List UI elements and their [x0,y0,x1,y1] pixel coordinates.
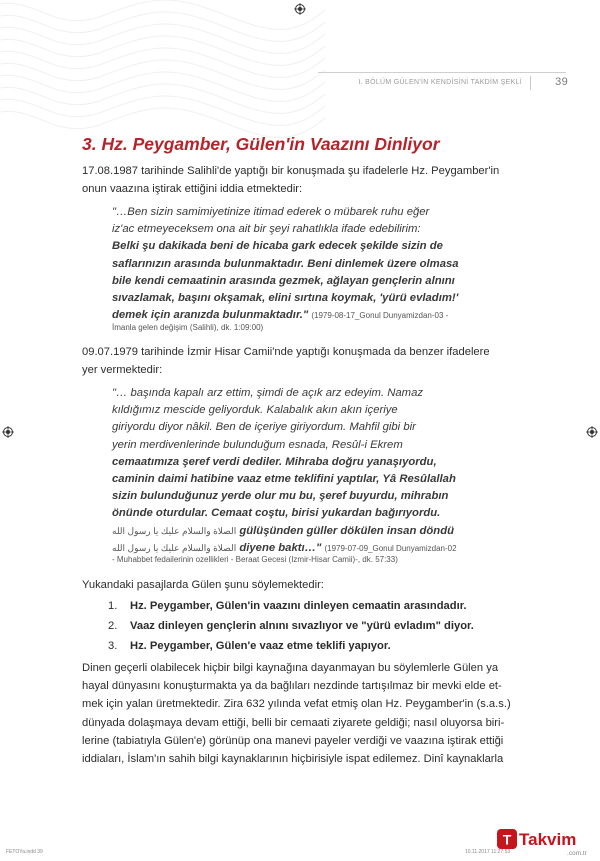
list-number: 2. [108,620,118,632]
text-line: 17.08.1987 tarihinde Salihli'de yaptığı bir konuşmada şu ifadelerle Hz. Peygamber'in [82,165,500,177]
header-rule [318,72,566,73]
list-text: Hz. Peygamber, Gülen'in vaazını dinleyen cemaatin arasındadır. [130,600,467,612]
list-number: 1. [108,600,118,612]
quote-2 [112,385,512,557]
registration-mark-top [294,3,306,15]
quote-line: "…Ben sizin samimiyetinize itimad ederek o mübarek ruhu eğer [112,206,430,218]
registration-mark-left [2,426,14,438]
section-title: 3. Hz. Peygamber, Gülen'in Vaazını Dinliyor [82,134,440,154]
running-header [340,76,570,92]
quote-line-bold: bile kendi cemaatinin arasında gezmek, ağlayan gençlerin alnını [112,274,455,287]
text-line: lerine (tabiatıyla Gülen'e) görünüp ona manevi payeler verdiği ve vaazına iştirak ettiği [82,734,504,747]
arabic-salutation: الصلاة والسلام عليك يا رسول الله [112,542,237,553]
list-item [108,620,474,632]
text-line: hayal dünyasını konuşturmakta ya da bağlıları nezdinde tartışılmaz bir mevki elde et- [82,680,502,693]
text-line: Dinen geçerli olabilecek hiçbir bilgi kaynağına dayanmayan bu söylemlerle Gülen ya [82,662,499,674]
quote-line: iz'ac etmeyeceksem ona ait bir şeyi rahatlıkla ifade edebilirim: [112,223,421,236]
list-item [108,640,391,652]
intro-paragraph-1 [82,163,522,198]
list-text: Vaaz dinleyen gençlerin alnını sıvazlıyor ve "yürü evladım" diyor. [130,620,474,632]
chapter-title: I. BÖLÜM GÜLEN'İN KENDİSİNİ TAKDİM ŞEKLİ [358,79,522,86]
decorative-pattern [0,0,325,140]
quote-source: (1979-08-17_Gonul Dunyamizdan-03 - [311,311,449,321]
intro-paragraph-2 [82,344,522,379]
arabic-salutation: الصلاة والسلام عليك يا رسول الله [112,525,237,536]
page-number: 39 [555,76,568,88]
footer-timestamp: 10.11.2017 11:27:53 [465,849,511,855]
text-line: yer vermektedir: [82,363,163,376]
quote-source-continued: İmanla gelen değişim (Salihli), dk. 1:09:00) [112,323,264,332]
svg-text:T: T [502,831,512,848]
list-text: Hz. Peygamber, Gülen'e vaaz etme teklifi yapıyor. [130,640,391,652]
quote-line: "… başında kapalı arz ettim, şimdi de açık arz edeyim. Namaz [112,387,424,399]
footer-file-slug: FETOYa.indd 39 [6,849,43,855]
summary-intro: Yukandaki pasajlarda Gülen şunu söylemektedir: [82,579,324,591]
conclusion-paragraph [82,659,522,768]
quote-source: (1979-07-09_Gonul Dunyamizdan-02 [324,543,457,553]
quote-line-bold: önünde oturdular. Cemaat coştu, birisi yukardan bağırıyordu. [112,507,441,520]
quote-line: yerin merdivenlerinde bulunduğum esnada, Resûl-i Ekrem [112,438,403,451]
watermark-brand: Takvim [519,830,577,849]
quote-line-bold: sıvazlamak, başını okşamak, elini sırtına koymak, 'yürü evladım!' [112,292,459,305]
quote-line: kıldığımız mescide geliyorduk. Kalabalık akın akın içeriye [112,404,398,417]
text-line: iddiaları, İslam'ın sahih bilgi kaynaklarının hiçbirisiyle ispat edilemez. Dinî kaynaklarla [82,753,504,766]
quote-line-bold: diyene baktı…" [239,541,322,554]
text-line: onun vaazına iştirak ettiğini iddia etmektedir: [82,182,303,195]
text-line: mek için yalan üretmektedir. Zira 632 yılında vefat etmiş olan Hz. Peygamber'in (s.a.s.) [82,698,511,711]
quote-line-bold: gülüşünden güller dökülen insan döndü [239,524,454,537]
quote-line-bold: cemaatımıza şeref verdi dediler. Mihraba doğru yanaşıyordu, [112,455,437,468]
quote-line-bold: caminin daimi hatibine vaaz etme teklifini yaptılar, Yâ Resûlallah [112,473,456,486]
header-separator [530,76,531,90]
text-line: dünyada dolaşmaya devam ettiği, belli bir cemaati ziyarete geldiği; nasıl oluyorsa biri- [82,716,505,729]
quote-line-bold: Belki şu dakikada beni de hicaba gark edecek şekilde sizin de [112,240,443,253]
quote-line-bold: saflarınızın arasında bulunmaktadır. Beni dinlemek üzere olmasa [112,257,459,270]
quote-1 [112,204,512,324]
text-line: 09.07.1979 tarihinde İzmir Hisar Camii'nde yaptığı konuşmada da benzer ifadelere [82,346,490,358]
quote-line-bold: demek için aranızda bulunmaktadır." [112,309,309,322]
list-item [108,600,467,612]
list-number: 3. [108,640,118,652]
quote-line: giriyordu diyor nâkil. Ben de içeriye giriyordum. Mahfil gibi bir [112,421,416,434]
watermark-domain: .com.tr [567,850,587,857]
quote-line-bold: sizin bulunduğunuz yerde olur mu bu, şeref buyurdu, mihrabın [112,490,449,503]
takvim-watermark-logo [497,826,597,858]
quote-source-continued: - Muhabbet fedailerinin ozellikleri - Beraat Gecesi (Izmir-Hisar Camii)-, dk. 57:33) [112,555,398,564]
registration-mark-right [586,426,598,438]
